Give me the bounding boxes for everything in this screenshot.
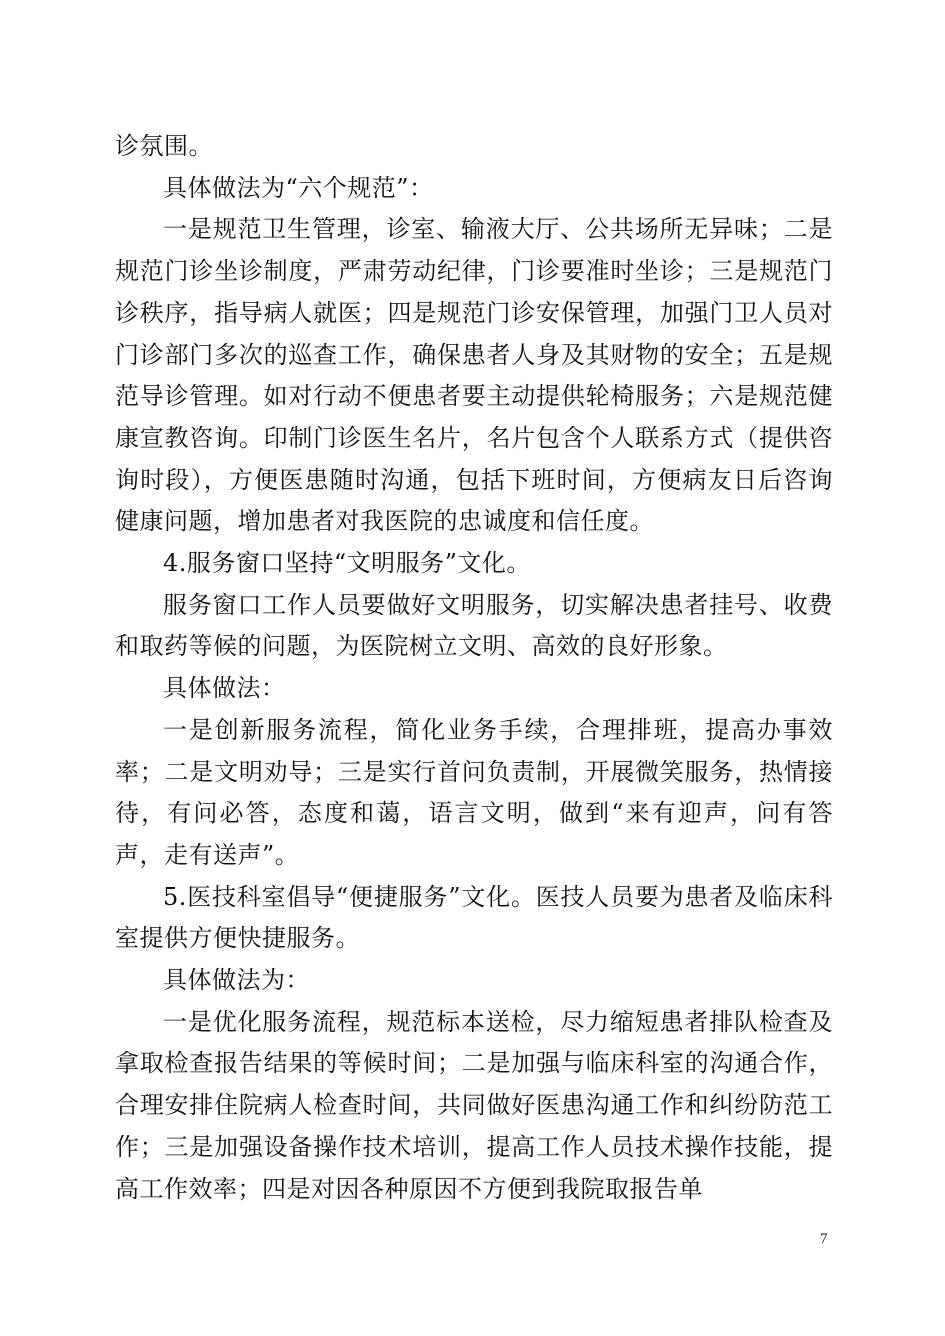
paragraph-4: 4.服务窗口坚持“文明服务”文化。 bbox=[163, 549, 531, 578]
paragraph-3: 一是规范卫生管理，诊室、输液大厅、公共场所无异味；二是规范门诊坐诊制度，严肃劳动纪律，门诊要准时坐诊；三是规范门诊秩序，指导病人就医；四是规范门诊安保管理，加强门卫人员对门诊部门多次的巡查工作，确保患者人身及其财物的安全；五是规范导诊管理。如对行动不便患者要主动提供轮椅服务；六是规范健康宣教咨询。印制门诊医生名片，名片包含个人联系方式（提供咨询时段），方便医患随时沟通，包括下班时间，方便病友日后咨询健康问题，增加患者对我医院的忠诚度和信任度。 bbox=[115, 215, 833, 536]
document-body bbox=[115, 126, 833, 1210]
paragraph-8: 5.医技科室倡导“便捷服务”文化。医技人员要为患者及临床科室提供方便快捷服务。 bbox=[115, 882, 833, 953]
paragraph-2: 具体做法为“六个规范”： bbox=[163, 173, 434, 202]
paragraph-9: 具体做法为： bbox=[163, 966, 310, 995]
paragraph-5: 服务窗口工作人员要做好文明服务，切实解决患者挂号、收费和取药等候的问题，为医院树立文明、高效的良好形象。 bbox=[115, 590, 833, 661]
paragraph-7: 一是创新服务流程，简化业务手续，合理排班，提高办事效率；二是文明劝导；三是实行首问负责制，开展微笑服务，热情接待，有问必答，态度和蔼，语言文明，做到“来有迎声，问有答声，走有送声”。 bbox=[115, 715, 833, 869]
page-number: 7 bbox=[820, 1231, 828, 1247]
paragraph-6: 具体做法： bbox=[163, 674, 286, 703]
paragraph-10: 一是优化服务流程，规范标本送检，尽力缩短患者排队检查及拿取检查报告结果的等候时间；二是加强与临床科室的沟通合作，合理安排住院病人检查时间，共同做好医患沟通工作和纠纷防范工作；三是加强设备操作技术培训，提高工作人员技术操作技能，提高工作效率；四是对因各种原因不方便到我院取报告单 bbox=[115, 1007, 833, 1203]
paragraph-1: 诊氛围。 bbox=[115, 132, 213, 160]
